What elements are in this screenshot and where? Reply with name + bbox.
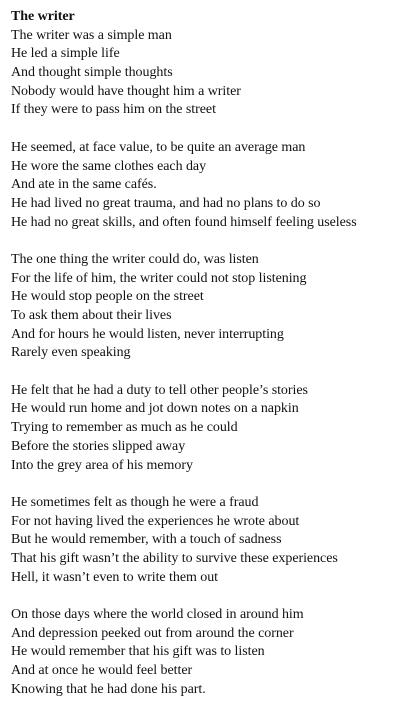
poem-line: He felt that he had a duty to tell other people’s stories: [11, 382, 308, 398]
poem-line: He would run home and jot down notes on a napkin: [11, 401, 299, 417]
stanza: [11, 494, 400, 587]
poem-line: And at once he would feel better: [11, 663, 193, 679]
poem-line: If they were to pass him on the street: [11, 102, 216, 118]
poem-line: He would stop people on the street: [11, 289, 204, 305]
poem-document: [11, 8, 400, 699]
poem-body: [11, 27, 400, 700]
poem-line: But he would remember, with a touch of sadness: [11, 532, 282, 548]
poem-line: He sometimes felt as though he were a fraud: [11, 494, 259, 510]
poem-line: Hell, it wasn’t even to write them out: [11, 569, 219, 585]
poem-line: And for hours he would listen, never interrupting: [11, 326, 284, 342]
poem-line: The writer was a simple man: [11, 27, 172, 43]
poem-line: He wore the same clothes each day: [11, 158, 207, 174]
poem-line: And thought simple thoughts: [11, 65, 173, 81]
poem-line: He seemed, at face value, to be quite an average man: [11, 139, 306, 155]
stanza: [11, 27, 400, 120]
poem-line: Into the grey area of his memory: [11, 457, 193, 473]
stanza: [11, 382, 400, 475]
poem-line: And depression peeked out from around the corner: [11, 625, 294, 641]
poem-line: Before the stories slipped away: [11, 438, 186, 454]
stanza: [11, 251, 400, 363]
poem-title: The writer: [11, 9, 75, 24]
poem-line: Rarely even speaking: [11, 345, 131, 361]
poem-line: On those days where the world closed in around him: [11, 607, 304, 622]
poem-line: For not having lived the experiences he wrote about: [11, 513, 300, 529]
stanza: [11, 606, 400, 699]
poem-line: He had no great skills, and often found himself feeling useless: [11, 214, 357, 230]
poem-line: Trying to remember as much as he could: [11, 420, 238, 436]
poem-line: He would remember that his gift was to listen: [11, 644, 265, 660]
poem-line: The one thing the writer could do, was listen: [11, 251, 259, 267]
poem-line: He led a simple life: [11, 46, 120, 62]
poem-line: That his gift wasn’t the ability to survive these experiences: [11, 550, 338, 566]
poem-line: To ask them about their lives: [11, 308, 172, 323]
poem-line: For the life of him, the writer could not stop listening: [11, 270, 307, 286]
poem-line: And ate in the same cafés.: [11, 177, 157, 193]
stanza: [11, 139, 400, 232]
poem-line: Knowing that he had done his part.: [11, 681, 206, 697]
poem-line: He had lived no great trauma, and had no plans to do so: [11, 195, 321, 211]
poem-line: Nobody would have thought him a writer: [11, 83, 241, 99]
